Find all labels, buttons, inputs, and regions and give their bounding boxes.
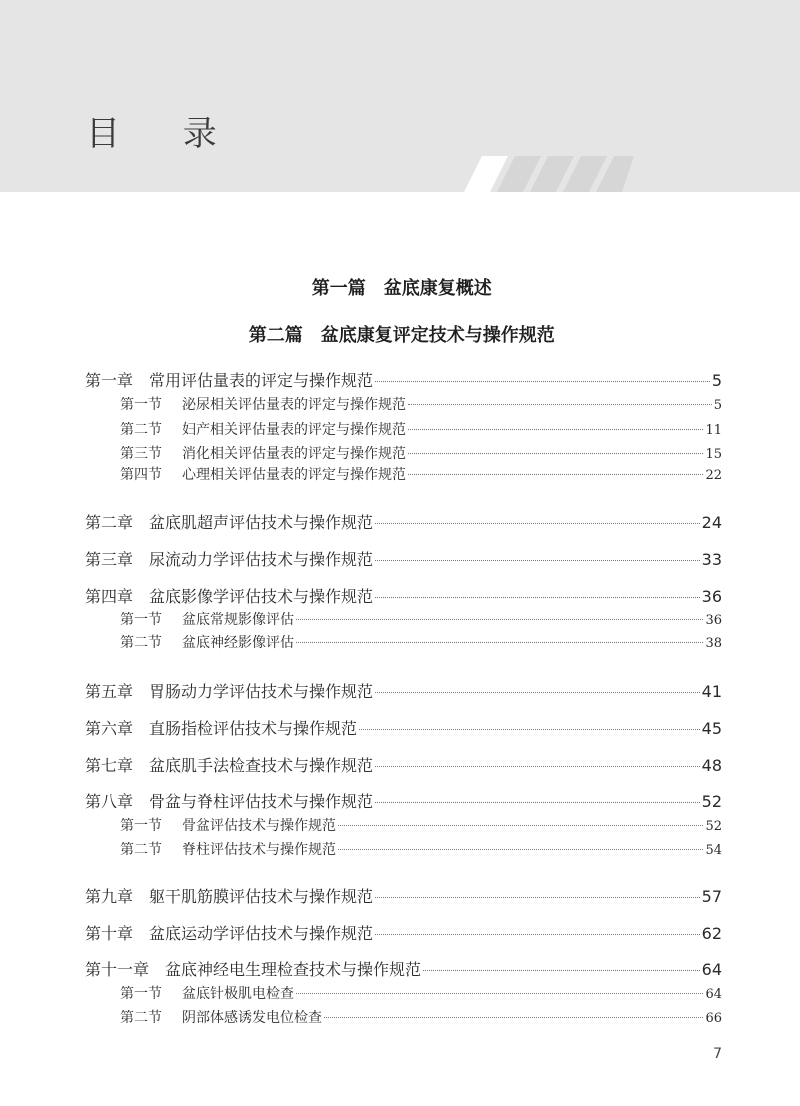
toc-chapter-row[interactable] <box>0 549 800 571</box>
chapter-label: 第一章 <box>85 371 134 390</box>
dot-leader <box>408 429 703 430</box>
section-label: 第一节 <box>120 986 162 1002</box>
section-page: 64 <box>705 987 722 1002</box>
section-label: 第一节 <box>120 612 162 628</box>
part-label: 第二篇 <box>248 325 303 346</box>
section-label: 第二节 <box>120 1010 162 1026</box>
toc-chapter-row[interactable] <box>0 512 800 534</box>
chapter-title: 常用评估量表的评定与操作规范 <box>149 371 374 390</box>
dot-leader <box>359 729 700 730</box>
section-title: 泌尿相关评估量表的评定与操作规范 <box>182 397 406 413</box>
section-page: 11 <box>705 423 722 438</box>
dot-leader <box>423 970 700 971</box>
toc-chapter-row[interactable] <box>0 886 800 908</box>
chapter-title: 躯干肌筋膜评估技术与操作规范 <box>149 887 374 906</box>
chapter-page: 24 <box>701 513 722 532</box>
section-label: 第四节 <box>120 467 162 483</box>
chapter-title: 直肠指检评估技术与操作规范 <box>149 719 358 738</box>
section-title: 阴部体感诱发电位检查 <box>182 1010 322 1026</box>
section-page: 54 <box>705 843 722 858</box>
section-page: 36 <box>705 613 722 628</box>
toc-chapter-row[interactable] <box>0 681 800 703</box>
part-name: 盆底康复评定技术与操作规范 <box>320 325 555 346</box>
chapter-label: 第九章 <box>85 887 134 906</box>
section-label: 第一节 <box>120 397 162 413</box>
dot-leader <box>296 619 703 620</box>
section-page: 22 <box>705 468 722 483</box>
section-label: 第一节 <box>120 818 162 834</box>
dot-leader <box>338 849 703 850</box>
section-page: 66 <box>705 1011 722 1026</box>
toc-section-row[interactable] <box>0 610 800 630</box>
dot-leader <box>375 802 700 803</box>
section-label: 第二节 <box>120 842 162 858</box>
chapter-page: 45 <box>701 719 722 738</box>
section-title: 心理相关评估量表的评定与操作规范 <box>182 467 406 483</box>
page-title: 目 录 <box>86 114 243 154</box>
chapter-title: 盆底神经电生理检查技术与操作规范 <box>165 960 422 979</box>
chapter-page: 57 <box>701 887 722 906</box>
dot-leader <box>375 523 700 524</box>
chapter-label: 第五章 <box>85 682 134 701</box>
toc-chapter-row[interactable] <box>0 755 800 777</box>
chapter-label: 第四章 <box>85 587 134 606</box>
dot-leader <box>375 692 700 693</box>
toc-section-row[interactable] <box>0 984 800 1004</box>
toc-chapter-row[interactable] <box>0 718 800 740</box>
section-title: 盆底针极肌电检查 <box>182 986 294 1002</box>
chapter-label: 第十一章 <box>85 960 150 979</box>
toc-section-row[interactable] <box>0 633 800 653</box>
section-title: 盆底常规影像评估 <box>182 612 294 628</box>
section-title: 骨盆评估技术与操作规范 <box>182 818 336 834</box>
toc-section-row[interactable] <box>0 840 800 860</box>
chapter-title: 骨盆与脊柱评估技术与操作规范 <box>149 792 374 811</box>
section-title: 妇产相关评估量表的评定与操作规范 <box>182 422 406 438</box>
chapter-page: 33 <box>701 550 722 569</box>
toc-section-row[interactable] <box>0 465 800 485</box>
toc-chapter-row[interactable] <box>0 370 800 392</box>
chapter-page: 62 <box>701 924 722 943</box>
chapter-page: 48 <box>701 756 722 775</box>
chapter-label: 第二章 <box>85 513 134 532</box>
section-title: 消化相关评估量表的评定与操作规范 <box>182 446 406 462</box>
header-band <box>0 0 800 192</box>
dot-leader <box>296 993 703 994</box>
dot-leader <box>375 597 700 598</box>
section-page: 52 <box>705 819 722 834</box>
chapter-title: 盆底运动学评估技术与操作规范 <box>149 924 374 943</box>
toc-section-row[interactable] <box>0 444 800 464</box>
dot-leader <box>324 1017 703 1018</box>
section-page: 15 <box>705 447 722 462</box>
part-title-1 <box>0 274 800 300</box>
chapter-page: 64 <box>701 960 722 979</box>
chapter-page: 41 <box>701 682 722 701</box>
part-title-2 <box>0 321 800 347</box>
section-label: 第二节 <box>120 422 162 438</box>
toc-chapter-row[interactable] <box>0 791 800 813</box>
toc-section-row[interactable] <box>0 1008 800 1028</box>
toc-chapter-row[interactable] <box>0 586 800 608</box>
chapter-title: 胃肠动力学评估技术与操作规范 <box>149 682 374 701</box>
part-name: 盆底康复概述 <box>383 278 492 299</box>
decorative-stripes <box>464 156 634 192</box>
chapter-title: 盆底肌超声评估技术与操作规范 <box>149 513 374 532</box>
chapter-label: 第十章 <box>85 924 134 943</box>
toc-section-row[interactable] <box>0 395 800 415</box>
section-page: 5 <box>713 398 722 413</box>
toc-chapter-row[interactable] <box>0 923 800 945</box>
dot-leader <box>296 642 703 643</box>
dot-leader <box>408 474 703 475</box>
page-number: 7 <box>713 1046 722 1062</box>
dot-leader <box>375 934 700 935</box>
section-label: 第二节 <box>120 635 162 651</box>
chapter-label: 第八章 <box>85 792 134 811</box>
dot-leader <box>375 897 700 898</box>
part-label: 第一篇 <box>311 278 366 299</box>
toc-section-row[interactable] <box>0 420 800 440</box>
chapter-page: 36 <box>701 587 722 606</box>
section-label: 第三节 <box>120 446 162 462</box>
dot-leader <box>408 453 703 454</box>
chapter-label: 第七章 <box>85 756 134 775</box>
section-page: 38 <box>705 636 722 651</box>
dot-leader <box>408 404 712 405</box>
toc-section-row[interactable] <box>0 816 800 836</box>
dot-leader <box>338 825 703 826</box>
chapter-title: 盆底影像学评估技术与操作规范 <box>149 587 374 606</box>
dot-leader <box>375 560 700 561</box>
chapter-label: 第三章 <box>85 550 134 569</box>
section-title: 脊柱评估技术与操作规范 <box>182 842 336 858</box>
chapter-page: 5 <box>711 371 722 390</box>
toc-chapter-row[interactable] <box>0 959 800 981</box>
dot-leader <box>375 381 710 382</box>
chapter-label: 第六章 <box>85 719 134 738</box>
chapter-title: 尿流动力学评估技术与操作规范 <box>149 550 374 569</box>
chapter-title: 盆底肌手法检查技术与操作规范 <box>149 756 374 775</box>
dot-leader <box>375 766 700 767</box>
section-title: 盆底神经影像评估 <box>182 635 294 651</box>
chapter-page: 52 <box>701 792 722 811</box>
